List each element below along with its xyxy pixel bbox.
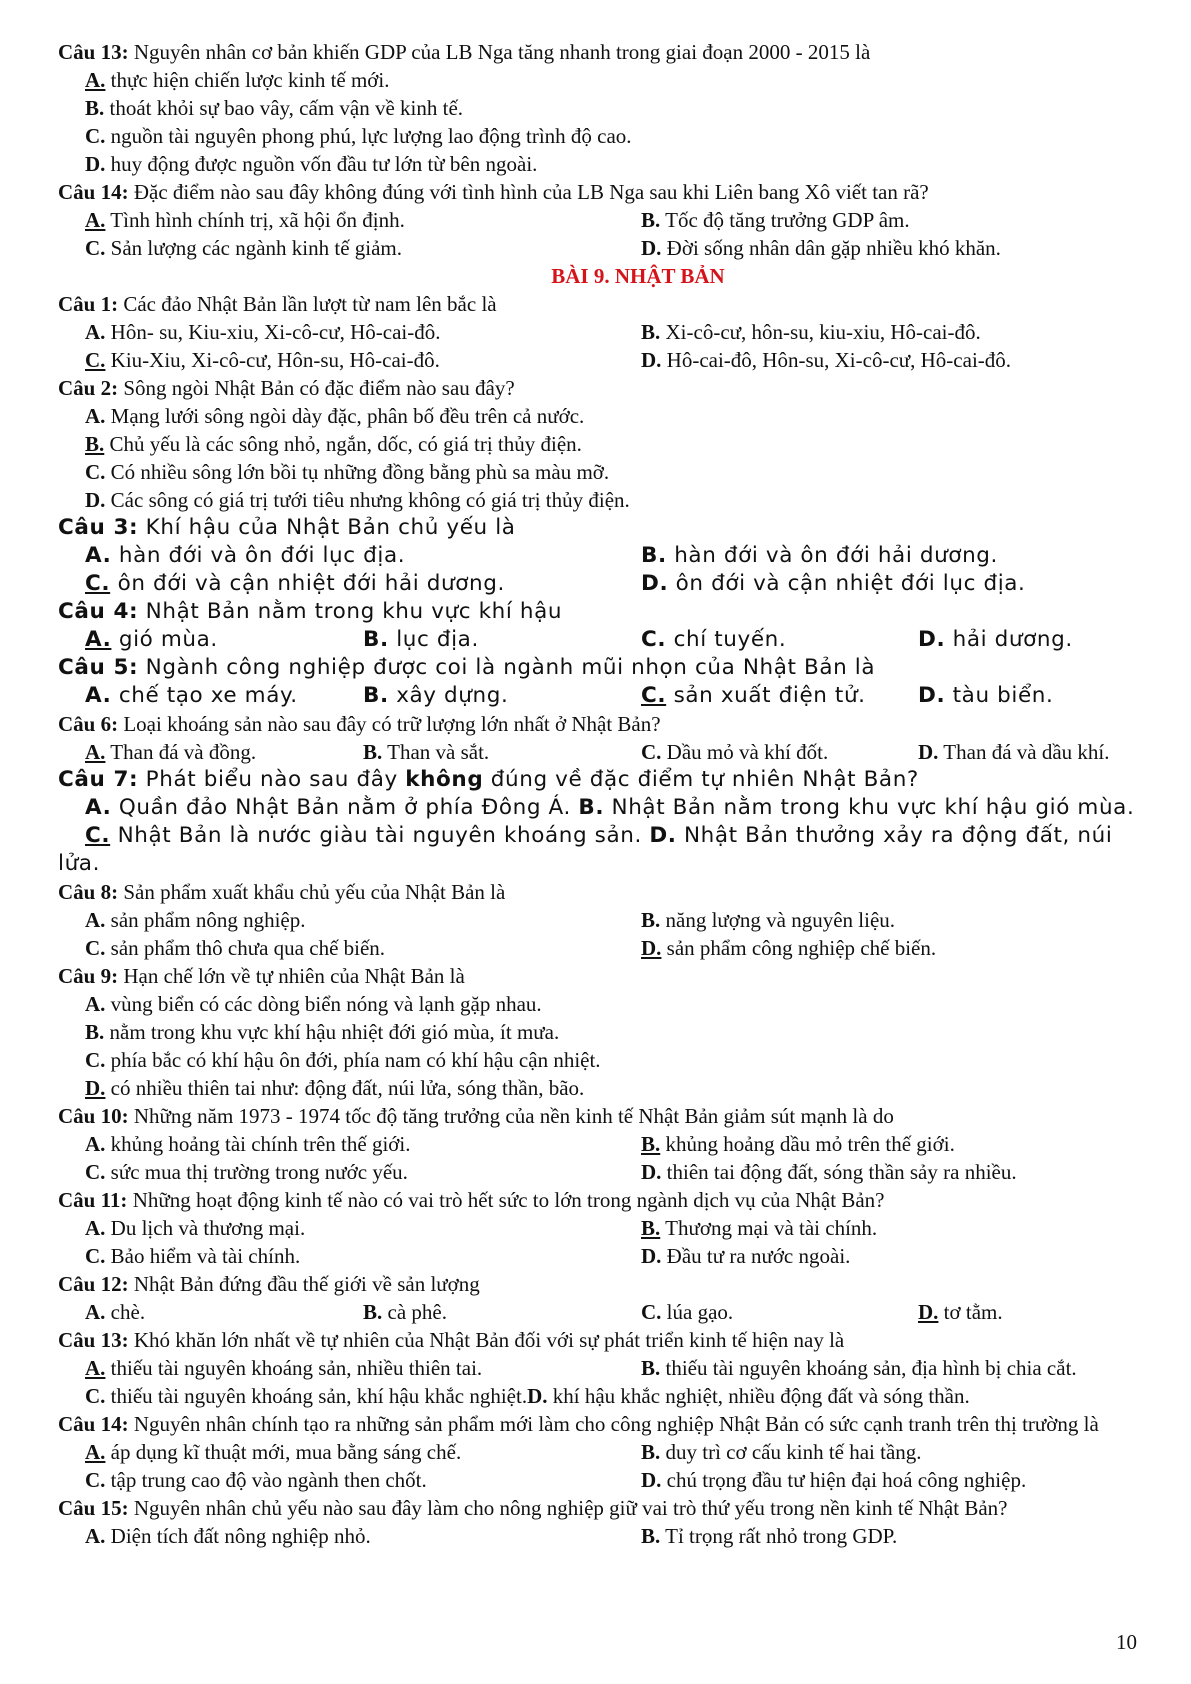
answer-text: Xi-cô-cư, hôn-su, kiu-xiu, Hô-cai-đô. <box>660 320 981 344</box>
answer-option <box>85 1158 408 1186</box>
question-number: Câu 14: <box>58 1412 129 1436</box>
answer-text: Tốc độ tăng trưởng GDP âm. <box>660 208 910 232</box>
answer-key: B. <box>363 1300 383 1324</box>
answer-text: Đời sống nhân dân gặp nhiều khó khăn. <box>661 236 1001 260</box>
answer-key: B. <box>641 1356 661 1380</box>
answer-row <box>58 1018 1138 1046</box>
question-number: Câu 9: <box>58 964 119 988</box>
answer-option <box>85 486 630 514</box>
answer-text: sản xuất điện tử. <box>666 683 866 708</box>
answer-key: C. <box>85 124 106 148</box>
answer-option <box>641 234 1001 262</box>
answer-option <box>641 346 1011 374</box>
answer-option <box>641 542 998 570</box>
answer-key: A. <box>85 627 112 652</box>
answer-option <box>85 682 298 710</box>
answer-key: A. <box>85 795 112 820</box>
question-number: Câu 13: <box>58 1328 129 1352</box>
answer-key: B. <box>641 1524 661 1548</box>
answer-option <box>85 1214 305 1242</box>
answer-option <box>918 738 1110 766</box>
answer-key: D. <box>641 571 669 596</box>
question <box>58 878 1138 906</box>
answer-text: Có nhiều sông lớn bồi tụ những đồng bằng phù sa màu mỡ. <box>105 460 610 484</box>
answer-row <box>58 990 1138 1018</box>
answer-text: thiên tai động đất, sóng thần sảy ra nhiều. <box>661 1160 1017 1184</box>
answer-option <box>641 682 866 710</box>
answer-option <box>85 570 505 598</box>
answer-key: C. <box>85 1048 106 1072</box>
answer-row <box>58 486 1138 514</box>
answer-text: Hô-cai-đô, Hôn-su, Xi-cô-cư, Hô-cai-đô. <box>661 348 1012 372</box>
answer-key: A. <box>85 683 112 708</box>
answer-option <box>363 626 479 654</box>
question <box>58 710 1138 738</box>
question <box>58 1494 1138 1522</box>
answer-key: C. <box>85 571 111 596</box>
answer-option <box>641 934 936 962</box>
question <box>58 962 1138 990</box>
answer-row <box>58 122 1138 150</box>
answer-key: B. <box>363 627 389 652</box>
answer-key: D. <box>85 152 106 176</box>
question <box>58 1102 1138 1130</box>
page-number: 10 <box>1116 1630 1137 1654</box>
answer-option <box>641 1466 1026 1494</box>
answer-key: C. <box>641 740 662 764</box>
answer-text: tàu biển. <box>945 683 1054 708</box>
question-text: Khí hậu của Nhật Bản chủ yếu là <box>138 515 516 540</box>
question-number: Câu 15: <box>58 1496 129 1520</box>
section-title: BÀI 9. NHẬT BẢN <box>551 264 725 288</box>
question-number: Câu 8: <box>58 880 119 904</box>
answer-text: hàn đới và ôn đới lục địa. <box>111 543 406 568</box>
answer-row <box>58 458 1138 486</box>
answer-key: B. <box>641 208 661 232</box>
answer-text: Diện tích đất nông nghiệp nhỏ. <box>105 1524 371 1548</box>
answer-option <box>85 122 632 150</box>
answer-option <box>85 990 542 1018</box>
answer-row <box>58 1158 1138 1186</box>
answer-text: sản phẩm thô chưa qua chế biến. <box>105 936 386 960</box>
answer-text: cà phê. <box>382 1300 447 1324</box>
answer-row <box>58 430 1138 458</box>
answer-row <box>58 1130 1138 1158</box>
answer-text: Sản lượng các ngành kinh tế giảm. <box>105 236 403 260</box>
question-number: Câu 12: <box>58 1272 129 1296</box>
question-number: Câu 2: <box>58 376 119 400</box>
answer-key: B. <box>578 795 605 820</box>
answer-key: A. <box>85 908 106 932</box>
answer-row <box>58 1298 1138 1326</box>
answer-option <box>641 1354 1077 1382</box>
answer-text: ôn đới và cận nhiệt đới hải dương. <box>110 571 505 596</box>
question-text: Phát biểu nào sau đây <box>138 767 406 792</box>
answer-text: xây dựng. <box>388 683 509 708</box>
question <box>58 598 1138 626</box>
answer-key: C. <box>85 348 106 372</box>
answer-text: Than và sắt. <box>382 740 490 764</box>
answer-key: D. <box>527 1384 548 1408</box>
answer-key: A. <box>85 68 106 92</box>
question-text: Sông ngòi Nhật Bản có đặc điểm nào sau đây? <box>118 376 515 400</box>
answer-option <box>85 1074 584 1102</box>
answer-row <box>58 542 1138 570</box>
answer-option <box>85 346 440 374</box>
answer-text: Chủ yếu là các sông nhỏ, ngắn, dốc, có giá trị thủy điện. <box>104 432 582 456</box>
question-text: đúng về đặc điểm tự nhiên Nhật Bản? <box>483 767 919 792</box>
answer-key: D. <box>641 1468 662 1492</box>
answer-row <box>58 94 1138 122</box>
answer-option <box>85 738 256 766</box>
answer-text: chè. <box>105 1300 146 1324</box>
answer-text: Hôn- su, Kiu-xiu, Xi-cô-cư, Hô-cai-đô. <box>105 320 441 344</box>
answer-key: B. <box>641 320 661 344</box>
answer-key: A. <box>85 740 106 764</box>
answer-key: C. <box>85 236 106 260</box>
answer-text: tơ tằm. <box>938 1300 1003 1324</box>
answer-key: D. <box>641 936 662 960</box>
answer-row <box>58 1438 1138 1466</box>
answer-key: C. <box>85 460 106 484</box>
answer-key: B. <box>363 740 383 764</box>
answer-row <box>58 682 1138 710</box>
answer-text: có nhiều thiên tai như: động đất, núi lửa, sóng thần, bão. <box>105 1076 585 1100</box>
answer-option <box>918 682 1053 710</box>
answer-text: nguồn tài nguyên phong phú, lực lượng lao động trình độ cao. <box>105 124 632 148</box>
question <box>58 654 1138 682</box>
answer-row <box>58 1382 1138 1410</box>
answer-text: Các sông có giá trị tưới tiêu nhưng không có giá trị thủy điện. <box>105 488 630 512</box>
answer-option <box>641 738 828 766</box>
answer-text: sức mua thị trường trong nước yếu. <box>105 1160 408 1184</box>
answer-option <box>641 1298 733 1326</box>
answer-text: Nhật Bản nằm trong khu vực khí hậu gió mùa. <box>604 795 1135 820</box>
question-text: Các đảo Nhật Bản lần lượt từ nam lên bắc là <box>118 292 497 316</box>
answer-text: hàn đới và ôn đới hải dương. <box>666 543 998 568</box>
answer-option <box>641 206 910 234</box>
question-text: Khó khăn lớn nhất về tự nhiên của Nhật Bản đối với sự phát triển kinh tế hiện nay là <box>128 1328 845 1352</box>
question-text: Những hoạt động kinh tế nào có vai trò hết sức to lớn trong ngành dịch vụ của Nhật Bản? <box>127 1188 885 1212</box>
answer-text: vùng biển có các dòng biển nóng và lạnh gặp nhau. <box>105 992 542 1016</box>
answer-key: C. <box>85 823 111 848</box>
answer-option <box>641 906 895 934</box>
answer-option <box>641 1242 850 1270</box>
answer-row <box>58 794 1138 822</box>
answer-row <box>58 1046 1138 1074</box>
answer-text: Nhật Bản thưởng xảy ra động đất, núi lửa. <box>58 823 1113 876</box>
answer-key: D. <box>85 488 106 512</box>
answer-text: chế tạo xe máy. <box>111 683 298 708</box>
answer-key: D. <box>918 740 939 764</box>
answer-text: nằm trong khu vực khí hậu nhiệt đới gió mùa, ít mưa. <box>104 1020 560 1044</box>
answer-row <box>58 1214 1138 1242</box>
answer-option <box>363 1298 447 1326</box>
answer-option <box>85 1298 145 1326</box>
question-number: Câu 3: <box>58 515 139 540</box>
answer-option <box>641 1214 877 1242</box>
answer-option <box>641 1522 897 1550</box>
answer-option <box>641 1130 955 1158</box>
answer-text: Kiu-Xiu, Xi-cô-cư, Hôn-su, Hô-cai-đô. <box>105 348 440 372</box>
answer-key: B. <box>85 432 105 456</box>
answer-row <box>58 822 1138 878</box>
answer-option <box>85 542 405 570</box>
answer-row <box>58 1074 1138 1102</box>
answer-text: duy trì cơ cấu kinh tế hai tầng. <box>660 1440 922 1464</box>
question <box>58 1186 1138 1214</box>
answer-option <box>363 738 489 766</box>
answer-option <box>641 626 786 654</box>
answer-option <box>85 66 390 94</box>
answer-key: D. <box>641 1244 662 1268</box>
question-text: Nhật Bản đứng đầu thế giới về sản lượng <box>128 1272 480 1296</box>
answer-text: Đầu tư ra nước ngoài. <box>661 1244 851 1268</box>
answer-text: chú trọng đầu tư hiện đại hoá công nghiệp. <box>661 1468 1027 1492</box>
answer-key: A. <box>85 543 112 568</box>
answer-option <box>85 934 385 962</box>
answer-text: Than đá và đồng. <box>105 740 257 764</box>
answer-key: C. <box>641 627 667 652</box>
question-text: Nguyên nhân cơ bản khiến GDP của LB Nga tăng nhanh trong giai đoạn 2000 - 2015 là <box>128 40 871 64</box>
answer-text: Nhật Bản là nước giàu tài nguyên khoáng sản. <box>110 823 650 848</box>
answer-text: Bảo hiểm và tài chính. <box>105 1244 301 1268</box>
answer-option <box>641 1438 922 1466</box>
answer-option <box>85 458 609 486</box>
answer-key: A. <box>85 208 106 232</box>
answer-option <box>85 1018 559 1046</box>
answer-row <box>58 234 1138 262</box>
answer-key: C. <box>85 1468 106 1492</box>
answer-row <box>58 150 1138 178</box>
question <box>58 290 1138 318</box>
answer-text: Tỉ trọng rất nhỏ trong GDP. <box>660 1524 898 1548</box>
question-text: Loại khoáng sản nào sau đây có trữ lượng lớn nhất ở Nhật Bản? <box>118 712 661 736</box>
answer-row <box>58 1242 1138 1270</box>
answer-key: C. <box>641 683 667 708</box>
answer-text: gió mùa. <box>111 627 218 652</box>
answer-option <box>85 1242 300 1270</box>
answer-row <box>58 934 1138 962</box>
answer-key: D. <box>85 1076 106 1100</box>
question-number: Câu 14: <box>58 180 129 204</box>
answer-option <box>85 402 584 430</box>
question-emphasis: không <box>405 767 484 792</box>
answer-key: A. <box>85 992 106 1016</box>
answer-text: áp dụng kĩ thuật mới, mua bằng sáng chế. <box>105 1440 462 1464</box>
answer-text: năng lượng và nguyên liệu. <box>660 908 896 932</box>
answer-key: B. <box>641 1216 661 1240</box>
question <box>58 38 1138 66</box>
answer-row <box>58 66 1138 94</box>
answer-text: khủng hoảng dầu mỏ trên thế giới. <box>660 1132 955 1156</box>
question <box>58 178 1138 206</box>
answer-key: B. <box>363 683 389 708</box>
answer-row <box>58 626 1138 654</box>
answer-text: lục địa. <box>388 627 479 652</box>
answer-text: Dầu mỏ và khí đốt. <box>661 740 829 764</box>
answer-text: khí hậu khắc nghiệt, nhiều động đất và sóng thần. <box>547 1384 970 1408</box>
answer-key: A. <box>85 1440 106 1464</box>
answer-key: D. <box>641 1160 662 1184</box>
answer-text: sản phẩm công nghiệp chế biến. <box>661 936 937 960</box>
answer-text: phía bắc có khí hậu ôn đới, phía nam có khí hậu cận nhiệt. <box>105 1048 601 1072</box>
answer-text: sản phẩm nông nghiệp. <box>105 908 306 932</box>
answer-option <box>85 150 537 178</box>
answer-key: D. <box>918 683 946 708</box>
answer-key: A. <box>85 1524 106 1548</box>
answer-option <box>85 1522 371 1550</box>
answer-key: C. <box>85 1244 106 1268</box>
question-number: Câu 10: <box>58 1104 129 1128</box>
answer-key: A. <box>85 1300 106 1324</box>
answer-option <box>641 1158 1017 1186</box>
answer-option <box>85 1466 427 1494</box>
answer-text: Du lịch và thương mại. <box>105 1216 306 1240</box>
answer-option <box>85 234 402 262</box>
answer-key: A. <box>85 1216 106 1240</box>
answer-text: thiếu tài nguyên khoáng sản, địa hình bị chia cắt. <box>660 1356 1077 1380</box>
question-text: Nguyên nhân chính tạo ra những sản phẩm mới làm cho công nghiệp Nhật Bản có sức cạnh tranh trên thị trường là <box>128 1412 1099 1436</box>
answer-row <box>58 1522 1138 1550</box>
answer-key: B. <box>641 1440 661 1464</box>
question-text: Đặc điểm nào sau đây không đúng với tình hình của LB Nga sau khi Liên bang Xô viết tan rã? <box>128 180 929 204</box>
answer-key: D. <box>641 236 662 260</box>
document-page <box>58 38 1138 1550</box>
question-text: Hạn chế lớn về tự nhiên của Nhật Bản là <box>118 964 465 988</box>
answer-text: thực hiện chiến lược kinh tế mới. <box>105 68 390 92</box>
answer-option <box>85 206 405 234</box>
answer-text: thiếu tài nguyên khoáng sản, nhiều thiên tai. <box>105 1356 483 1380</box>
answer-option <box>85 1130 410 1158</box>
answer-option <box>85 1438 461 1466</box>
answer-row <box>58 1466 1138 1494</box>
answer-text: huy động được nguồn vốn đầu tư lớn từ bên ngoài. <box>105 152 538 176</box>
question <box>58 766 1138 794</box>
answer-key: B. <box>641 543 667 568</box>
answer-key: B. <box>641 908 661 932</box>
question-text: Nguyên nhân chủ yếu nào sau đây làm cho nông nghiệp giữ vai trò thứ yếu trong nền kinh tế Nhật Bản? <box>128 1496 1008 1520</box>
answer-key: C. <box>641 1300 662 1324</box>
question-text: Sản phẩm xuất khẩu chủ yếu của Nhật Bản là <box>118 880 506 904</box>
answer-key: D. <box>918 627 946 652</box>
answer-row <box>58 318 1138 346</box>
answer-text: Mạng lưới sông ngòi dày đặc, phân bố đều trên cả nước. <box>105 404 585 428</box>
answer-text: Tình hình chính trị, xã hội ổn định. <box>105 208 405 232</box>
question <box>58 1326 1138 1354</box>
answer-option <box>85 1046 601 1074</box>
answer-option <box>85 626 218 654</box>
question <box>58 1410 1138 1438</box>
answer-row <box>58 906 1138 934</box>
answer-text: lúa gạo. <box>661 1300 734 1324</box>
question-number: Câu 5: <box>58 655 139 680</box>
answer-text: chí tuyến. <box>666 627 787 652</box>
answer-row <box>58 346 1138 374</box>
answer-key: C. <box>85 1160 106 1184</box>
answer-key: C. <box>85 936 106 960</box>
answer-row <box>58 402 1138 430</box>
answer-text: Quần đảo Nhật Bản nằm ở phía Đông Á. <box>111 795 579 820</box>
answer-key: D. <box>641 348 662 372</box>
answer-key: A. <box>85 404 106 428</box>
answer-key: B. <box>85 1020 105 1044</box>
answer-key: A. <box>85 1132 106 1156</box>
answer-row <box>58 570 1138 598</box>
answer-option <box>85 94 463 122</box>
answer-text: thoát khỏi sự bao vây, cấm vận về kinh tế. <box>104 96 464 120</box>
answer-option <box>85 906 305 934</box>
answer-row <box>58 206 1138 234</box>
answer-option <box>641 570 1025 598</box>
question-number: Câu 4: <box>58 599 139 624</box>
answer-key: D. <box>918 1300 939 1324</box>
answer-text: Than đá và dầu khí. <box>938 740 1110 764</box>
question-number: Câu 6: <box>58 712 119 736</box>
answer-option <box>85 430 582 458</box>
answer-key: C. <box>85 1384 106 1408</box>
question-text: Ngành công nghiệp được coi là ngành mũi nhọn của Nhật Bản là <box>138 655 876 680</box>
question-text: Những năm 1973 - 1974 tốc độ tăng trưởng của nền kinh tế Nhật Bản giảm sút mạnh là do <box>128 1104 894 1128</box>
answer-key: D. <box>649 823 677 848</box>
question-number: Câu 11: <box>58 1188 128 1212</box>
answer-text: hải dương. <box>945 627 1073 652</box>
answer-key: A. <box>85 320 106 344</box>
question-number: Câu 7: <box>58 767 139 792</box>
answer-option <box>85 318 440 346</box>
answer-option <box>85 1354 482 1382</box>
question-number: Câu 13: <box>58 40 129 64</box>
answer-text: thiếu tài nguyên khoáng sản, khí hậu khắc nghiệt. <box>105 1384 528 1408</box>
answer-text: Thương mại và tài chính. <box>660 1216 878 1240</box>
answer-text: tập trung cao độ vào ngành then chốt. <box>105 1468 427 1492</box>
answer-text: khủng hoảng tài chính trên thế giới. <box>105 1132 411 1156</box>
question <box>58 514 1138 542</box>
question-number: Câu 1: <box>58 292 119 316</box>
answer-option <box>641 318 981 346</box>
question <box>58 1270 1138 1298</box>
answer-text: ôn đới và cận nhiệt đới lục địa. <box>668 571 1026 596</box>
question <box>58 374 1138 402</box>
answer-option <box>363 682 508 710</box>
question-text: Nhật Bản nằm trong khu vực khí hậu <box>138 599 563 624</box>
answer-key: B. <box>641 1132 661 1156</box>
answer-option <box>918 1298 1003 1326</box>
answer-row <box>58 1354 1138 1382</box>
answer-key: B. <box>85 96 105 120</box>
answer-key: A. <box>85 1356 106 1380</box>
answer-option <box>918 626 1073 654</box>
answer-row <box>58 738 1138 766</box>
